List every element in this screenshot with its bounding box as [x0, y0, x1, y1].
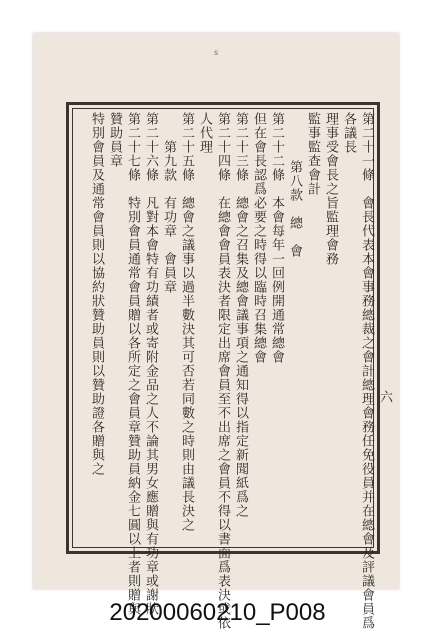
text-column: 但在會長認爲必要之時得以臨時召集總會 [251, 112, 266, 364]
page-mark: s [214, 48, 219, 57]
text-column: 第二十一條 會長代表本會事務總裁之會計總理會務任免役員并在總會及評議會員爲 [359, 112, 374, 630]
section-heading: 第八款 總 會 [287, 160, 302, 258]
text-column: 第二十五條 總會之議事以過半數決其可否若同數之時則由議長決之 [179, 112, 194, 532]
text-column: 第二十四條 在總會會員表決者限定出席會員至不出席之會員不得以書面爲表決或依 [215, 112, 230, 630]
text-column: 監事監查會計 [305, 112, 320, 196]
text-column: 第二十三條 總會之召集及總會議事項之通知得以指定新聞紙爲之 [233, 112, 248, 518]
text-column: 人代理 [197, 112, 212, 154]
text-column: 第二十六條 凡對本會特有功績者或寄附金品之人不論其男女應贈與有功章或謝狀 [143, 112, 158, 616]
text-column: 第二十二條 本會每年一回例開通常總會 [269, 112, 284, 364]
text-column: 特別會員及通常會員則以協約狀贊助員則以贊助證各贈與之 [89, 112, 104, 476]
image-caption: 20200060210_P008 [109, 599, 326, 626]
text-column: 第二十七條 特別會員通常會員贈以各所定之會員章贊助員納金七圓以上者則贈與 [125, 112, 140, 616]
text-column: 贊助員章 [107, 112, 122, 168]
page-number: 六 [377, 390, 392, 403]
text-column: 各議長 [341, 112, 356, 154]
text-column: 理事受會長之旨監理會務 [323, 112, 338, 266]
section-heading: 第九款 有功章 會員章 [161, 140, 176, 294]
